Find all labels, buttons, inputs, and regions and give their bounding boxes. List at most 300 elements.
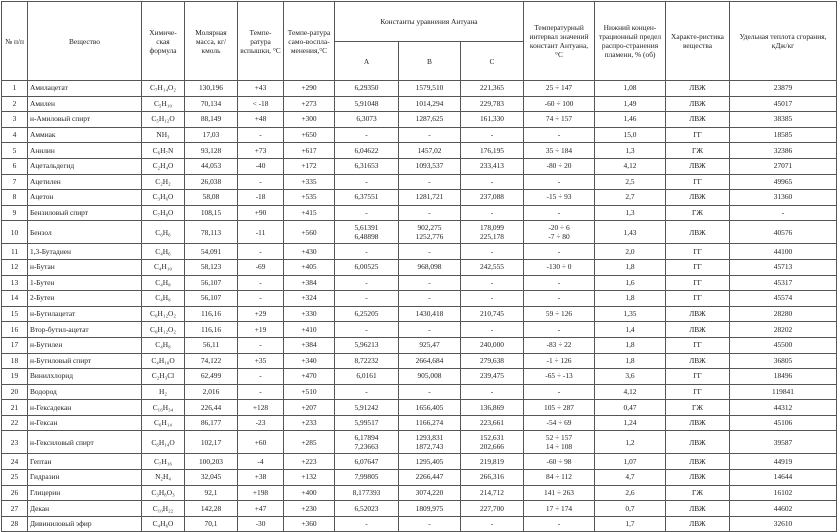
row-number-cell: 21 <box>2 400 28 416</box>
header-temp-interval: Температурный интервал значений констант Антуана, °С <box>524 2 595 81</box>
antoine-a-cell: - <box>335 205 399 221</box>
temp-interval-cell: - <box>524 322 595 338</box>
lower-flammability-limit-cell: 1,3 <box>595 205 666 221</box>
autoignition-temp-cell: +430 <box>284 244 335 260</box>
formula-cell: C₇H₁₄O₂ <box>142 81 185 97</box>
lower-flammability-limit-cell: 1,07 <box>595 454 666 470</box>
autoignition-temp-cell: +172 <box>284 158 335 174</box>
heat-of-combustion-cell: 44602 <box>730 501 837 517</box>
lower-flammability-limit-cell: 1,35 <box>595 306 666 322</box>
characteristic-cell: ЛВЖ <box>666 158 730 174</box>
antoine-c-cell: 237,088 <box>461 190 524 206</box>
antoine-a-cell: 6,04622 <box>335 143 399 159</box>
flash-temp-cell: -30 <box>238 516 284 532</box>
antoine-c-cell: - <box>461 291 524 307</box>
characteristic-cell: ЛВЖ <box>666 96 730 112</box>
molar-mass-cell: 226,44 <box>185 400 238 416</box>
autoignition-temp-cell: +360 <box>284 516 335 532</box>
molar-mass-cell: 62,499 <box>185 369 238 385</box>
header-lower-flammability-limit: Нижний концен-трационный предел распро-странения пламени, % (об) <box>595 2 666 81</box>
header-characteristic: Характе-ристика вещества <box>666 2 730 81</box>
lower-flammability-limit-cell: 4,12 <box>595 384 666 400</box>
formula-cell: C₆H₇N <box>142 143 185 159</box>
antoine-b-cell: 2266,447 <box>399 470 461 486</box>
antoine-b-cell: - <box>399 174 461 190</box>
table-row <box>2 369 837 385</box>
autoignition-temp-cell: +300 <box>284 112 335 128</box>
antoine-b-cell: 1579,510 <box>399 81 461 97</box>
substance-name-cell: Ацетон <box>28 190 142 206</box>
table-row <box>2 431 837 454</box>
autoignition-temp-cell: +207 <box>284 400 335 416</box>
heat-of-combustion-cell: 32610 <box>730 516 837 532</box>
molar-mass-cell: 56,11 <box>185 337 238 353</box>
substance-name-cell: н-Амиловый спирт <box>28 112 142 128</box>
row-number-cell: 3 <box>2 112 28 128</box>
lower-flammability-limit-cell: 15,0 <box>595 127 666 143</box>
characteristic-cell: ЛВЖ <box>666 306 730 322</box>
characteristic-cell: ГГ <box>666 127 730 143</box>
formula-cell: C₄H₆O <box>142 516 185 532</box>
flash-temp-cell: - <box>238 127 284 143</box>
formula-cell: C₆H₁₄O <box>142 431 185 454</box>
flash-temp-cell: - <box>238 337 284 353</box>
molar-mass-cell: 56,107 <box>185 291 238 307</box>
antoine-c-cell: 223,661 <box>461 415 524 431</box>
flash-temp-cell: -4 <box>238 454 284 470</box>
antoine-c-cell: - <box>461 205 524 221</box>
formula-cell: C₅H₁₀ <box>142 96 185 112</box>
heat-of-combustion-cell: 45713 <box>730 259 837 275</box>
antoine-a-cell: 5,96213 <box>335 337 399 353</box>
row-number-cell: 27 <box>2 501 28 517</box>
flash-temp-cell: +47 <box>238 501 284 517</box>
heat-of-combustion-cell: 28280 <box>730 306 837 322</box>
autoignition-temp-cell: +400 <box>284 485 335 501</box>
antoine-a-cell: 6,00525 <box>335 259 399 275</box>
flash-temp-cell: +43 <box>238 81 284 97</box>
formula-cell: C₆H₁₂O₂ <box>142 322 185 338</box>
antoine-a-cell: 6,37551 <box>335 190 399 206</box>
flash-temp-cell: +29 <box>238 306 284 322</box>
molar-mass-cell: 56,107 <box>185 275 238 291</box>
heat-of-combustion-cell: 18496 <box>730 369 837 385</box>
temp-interval-cell: - <box>524 291 595 307</box>
table-row <box>2 96 837 112</box>
antoine-a-cell: - <box>335 244 399 260</box>
antoine-c-cell: 227,700 <box>461 501 524 517</box>
temp-interval-cell: - <box>524 516 595 532</box>
table-row <box>2 143 837 159</box>
temp-interval-cell: -80 ÷ 20 <box>524 158 595 174</box>
antoine-c-cell: - <box>461 516 524 532</box>
flash-temp-cell: +90 <box>238 205 284 221</box>
substance-name-cell: Амилен <box>28 96 142 112</box>
characteristic-cell: ГГ <box>666 291 730 307</box>
antoine-b-cell: - <box>399 516 461 532</box>
temp-interval-cell: 59 ÷ 126 <box>524 306 595 322</box>
lower-flammability-limit-cell: 2,5 <box>595 174 666 190</box>
antoine-b-cell: - <box>399 275 461 291</box>
substance-name-cell: Декан <box>28 501 142 517</box>
lower-flammability-limit-cell: 0,7 <box>595 501 666 517</box>
characteristic-cell: ГГ <box>666 337 730 353</box>
temp-interval-cell: -130 ÷ 0 <box>524 259 595 275</box>
lower-flammability-limit-cell: 1,43 <box>595 221 666 244</box>
lower-flammability-limit-cell: 1,8 <box>595 259 666 275</box>
row-number-cell: 19 <box>2 369 28 385</box>
antoine-a-cell: - <box>335 384 399 400</box>
substance-name-cell: н-Гексиловый спирт <box>28 431 142 454</box>
antoine-c-cell: - <box>461 384 524 400</box>
temp-interval-cell: -1 ÷ 126 <box>524 353 595 369</box>
molar-mass-cell: 70,134 <box>185 96 238 112</box>
temp-interval-cell: 52 ÷ 157 14 ÷ 108 <box>524 431 595 454</box>
substance-name-cell: Глицерин <box>28 485 142 501</box>
formula-cell: C₇H₁₆ <box>142 454 185 470</box>
flash-temp-cell: - <box>238 174 284 190</box>
autoignition-temp-cell: +510 <box>284 384 335 400</box>
table-row <box>2 337 837 353</box>
molar-mass-cell: 88,149 <box>185 112 238 128</box>
antoine-c-cell: - <box>461 174 524 190</box>
row-number-cell: 4 <box>2 127 28 143</box>
flash-temp-cell: -23 <box>238 415 284 431</box>
antoine-c-cell: 242,555 <box>461 259 524 275</box>
flash-temp-cell: +73 <box>238 143 284 159</box>
formula-cell: C₅H₁₂O <box>142 112 185 128</box>
substance-name-cell: Водород <box>28 384 142 400</box>
characteristic-cell: ГЖ <box>666 400 730 416</box>
autoignition-temp-cell: +335 <box>284 174 335 190</box>
formula-cell: C₁₀H₂₂ <box>142 501 185 517</box>
lower-flammability-limit-cell: 2,0 <box>595 244 666 260</box>
flash-temp-cell: +19 <box>238 322 284 338</box>
header-molar-mass: Молярная масса, кг/кмоль <box>185 2 238 81</box>
table-row <box>2 244 837 260</box>
substance-name-cell: н-Бутилацетат <box>28 306 142 322</box>
table-row <box>2 454 837 470</box>
header-substance: Вещество <box>28 2 142 81</box>
lower-flammability-limit-cell: 1,8 <box>595 353 666 369</box>
header-num: № п/п <box>2 2 28 81</box>
temp-interval-cell: 17 ÷ 174 <box>524 501 595 517</box>
temp-interval-cell: 84 ÷ 112 <box>524 470 595 486</box>
substance-name-cell: Амилацетат <box>28 81 142 97</box>
formula-cell: C₆H₁₂O₂ <box>142 306 185 322</box>
table-row <box>2 306 837 322</box>
autoignition-temp-cell: +405 <box>284 259 335 275</box>
characteristic-cell: ГГ <box>666 384 730 400</box>
antoine-b-cell: 1093,537 <box>399 158 461 174</box>
lower-flammability-limit-cell: 1,2 <box>595 431 666 454</box>
heat-of-combustion-cell: 44919 <box>730 454 837 470</box>
temp-interval-cell: -60 ÷ 100 <box>524 96 595 112</box>
antoine-a-cell: 7,99805 <box>335 470 399 486</box>
antoine-a-cell: 6,3073 <box>335 112 399 128</box>
formula-cell: C₄H₈ <box>142 337 185 353</box>
molar-mass-cell: 86,177 <box>185 415 238 431</box>
heat-of-combustion-cell: 44100 <box>730 244 837 260</box>
antoine-a-cell: 6,07647 <box>335 454 399 470</box>
molar-mass-cell: 17,03 <box>185 127 238 143</box>
molar-mass-cell: 74,122 <box>185 353 238 369</box>
characteristic-cell: ГЖ <box>666 143 730 159</box>
antoine-a-cell: 8,177393 <box>335 485 399 501</box>
substance-name-cell: н-Гексадекан <box>28 400 142 416</box>
antoine-c-cell: - <box>461 322 524 338</box>
table-row <box>2 259 837 275</box>
antoine-a-cell: 6,29350 <box>335 81 399 97</box>
antoine-a-cell: 6,31653 <box>335 158 399 174</box>
header-antoine-c: C <box>461 42 524 81</box>
formula-cell: C₇H₈O <box>142 205 185 221</box>
temp-interval-cell: -60 ÷ 98 <box>524 454 595 470</box>
antoine-b-cell: 2664,684 <box>399 353 461 369</box>
temp-interval-cell: -54 ÷ 69 <box>524 415 595 431</box>
table-row <box>2 322 837 338</box>
flash-temp-cell: - <box>238 244 284 260</box>
antoine-a-cell: - <box>335 127 399 143</box>
autoignition-temp-cell: +330 <box>284 306 335 322</box>
table-row <box>2 275 837 291</box>
heat-of-combustion-cell: 49965 <box>730 174 837 190</box>
flash-temp-cell: -18 <box>238 190 284 206</box>
characteristic-cell: ГГ <box>666 174 730 190</box>
lower-flammability-limit-cell: 1,6 <box>595 275 666 291</box>
flash-temp-cell: - <box>238 369 284 385</box>
heat-of-combustion-cell: 23879 <box>730 81 837 97</box>
autoignition-temp-cell: +340 <box>284 353 335 369</box>
temp-interval-cell: - <box>524 384 595 400</box>
antoine-b-cell: 1809,975 <box>399 501 461 517</box>
row-number-cell: 26 <box>2 485 28 501</box>
flash-temp-cell: +35 <box>238 353 284 369</box>
header-antoine-constants: Константы уравнения Антуана <box>335 2 524 42</box>
autoignition-temp-cell: +324 <box>284 291 335 307</box>
molar-mass-cell: 78,113 <box>185 221 238 244</box>
table-row <box>2 485 837 501</box>
table-row <box>2 516 837 532</box>
heat-of-combustion-cell: 119841 <box>730 384 837 400</box>
antoine-a-cell: - <box>335 275 399 291</box>
temp-interval-cell: -20 ÷ 6 -7 ÷ 80 <box>524 221 595 244</box>
characteristic-cell: ЛВЖ <box>666 221 730 244</box>
characteristic-cell: ЛВЖ <box>666 112 730 128</box>
substance-name-cell: Бензол <box>28 221 142 244</box>
lower-flammability-limit-cell: 1,24 <box>595 415 666 431</box>
heat-of-combustion-cell: - <box>730 205 837 221</box>
antoine-b-cell: - <box>399 291 461 307</box>
antoine-b-cell: - <box>399 127 461 143</box>
antoine-b-cell: 1166,274 <box>399 415 461 431</box>
header-heat-of-combustion: Удельная теплота сгорания, кДж/кг <box>730 2 837 81</box>
antoine-c-cell: 219,819 <box>461 454 524 470</box>
antoine-b-cell: 1656,405 <box>399 400 461 416</box>
table-body <box>2 81 837 532</box>
header-formula: Химиче-ская формула <box>142 2 185 81</box>
heat-of-combustion-cell: 14644 <box>730 470 837 486</box>
lower-flammability-limit-cell: 2,7 <box>595 190 666 206</box>
autoignition-temp-cell: +650 <box>284 127 335 143</box>
molar-mass-cell: 26,038 <box>185 174 238 190</box>
row-number-cell: 11 <box>2 244 28 260</box>
table-row <box>2 127 837 143</box>
table-row <box>2 221 837 244</box>
table-row <box>2 415 837 431</box>
formula-cell: C₄H₈ <box>142 291 185 307</box>
row-number-cell: 17 <box>2 337 28 353</box>
characteristic-cell: ЛВЖ <box>666 454 730 470</box>
flash-temp-cell: +48 <box>238 112 284 128</box>
characteristic-cell: ГЖ <box>666 485 730 501</box>
molar-mass-cell: 108,15 <box>185 205 238 221</box>
antoine-b-cell: 925,47 <box>399 337 461 353</box>
antoine-b-cell: 905,008 <box>399 369 461 385</box>
antoine-c-cell: 176,195 <box>461 143 524 159</box>
antoine-a-cell: 6,0161 <box>335 369 399 385</box>
antoine-b-cell: - <box>399 244 461 260</box>
antoine-a-cell: - <box>335 322 399 338</box>
autoignition-temp-cell: +415 <box>284 205 335 221</box>
row-number-cell: 18 <box>2 353 28 369</box>
row-number-cell: 5 <box>2 143 28 159</box>
table-row <box>2 384 837 400</box>
antoine-b-cell: 1287,625 <box>399 112 461 128</box>
lower-flammability-limit-cell: 3,6 <box>595 369 666 385</box>
antoine-c-cell: 178,099 225,178 <box>461 221 524 244</box>
lower-flammability-limit-cell: 1,08 <box>595 81 666 97</box>
antoine-b-cell: 1295,405 <box>399 454 461 470</box>
table-row <box>2 470 837 486</box>
antoine-a-cell: 6,25205 <box>335 306 399 322</box>
characteristic-cell: ЛВЖ <box>666 353 730 369</box>
substance-name-cell: Аммиак <box>28 127 142 143</box>
flash-temp-cell: -11 <box>238 221 284 244</box>
substance-name-cell: 2-Бутен <box>28 291 142 307</box>
substance-name-cell: н-Бутиловый спирт <box>28 353 142 369</box>
antoine-c-cell: 279,638 <box>461 353 524 369</box>
heat-of-combustion-cell: 28202 <box>730 322 837 338</box>
antoine-a-cell: 5,91242 <box>335 400 399 416</box>
substance-name-cell: Дивиниловый эфир <box>28 516 142 532</box>
molar-mass-cell: 58,123 <box>185 259 238 275</box>
lower-flammability-limit-cell: 4,12 <box>595 158 666 174</box>
characteristic-cell: ЛВЖ <box>666 470 730 486</box>
lower-flammability-limit-cell: 2,6 <box>595 485 666 501</box>
formula-cell: C₁₆H₃₄ <box>142 400 185 416</box>
heat-of-combustion-cell: 45106 <box>730 415 837 431</box>
row-number-cell: 10 <box>2 221 28 244</box>
autoignition-temp-cell: +273 <box>284 96 335 112</box>
flash-temp-cell: -40 <box>238 158 284 174</box>
formula-cell: C₆H₁₄ <box>142 415 185 431</box>
autoignition-temp-cell: +290 <box>284 81 335 97</box>
lower-flammability-limit-cell: 1,49 <box>595 96 666 112</box>
antoine-b-cell: 902,275 1252,776 <box>399 221 461 244</box>
row-number-cell: 1 <box>2 81 28 97</box>
formula-cell: C₆H₆ <box>142 221 185 244</box>
table-row <box>2 158 837 174</box>
formula-cell: C₂H₂ <box>142 174 185 190</box>
antoine-c-cell: - <box>461 275 524 291</box>
temp-interval-cell: - <box>524 205 595 221</box>
autoignition-temp-cell: +384 <box>284 337 335 353</box>
antoine-b-cell: 1014,294 <box>399 96 461 112</box>
table-row <box>2 81 837 97</box>
antoine-b-cell: 3074,220 <box>399 485 461 501</box>
antoine-a-cell: 5,91048 <box>335 96 399 112</box>
antoine-b-cell: 1457,02 <box>399 143 461 159</box>
substance-name-cell: н-Гексан <box>28 415 142 431</box>
antoine-a-cell: - <box>335 174 399 190</box>
formula-cell: C₃H₆O <box>142 190 185 206</box>
characteristic-cell: ЛВЖ <box>666 81 730 97</box>
lower-flammability-limit-cell: 1,46 <box>595 112 666 128</box>
molar-mass-cell: 44,053 <box>185 158 238 174</box>
flash-temp-cell: -69 <box>238 259 284 275</box>
flash-temp-cell: - <box>238 275 284 291</box>
flash-temp-cell: +38 <box>238 470 284 486</box>
characteristic-cell: ЛВЖ <box>666 431 730 454</box>
row-number-cell: 23 <box>2 431 28 454</box>
temp-interval-cell: - <box>524 244 595 260</box>
flash-temp-cell: +60 <box>238 431 284 454</box>
substance-name-cell: н-Бутилен <box>28 337 142 353</box>
antoine-c-cell: 239,475 <box>461 369 524 385</box>
row-number-cell: 25 <box>2 470 28 486</box>
temp-interval-cell: 105 ÷ 287 <box>524 400 595 416</box>
antoine-c-cell: 266,316 <box>461 470 524 486</box>
lower-flammability-limit-cell: 1,8 <box>595 337 666 353</box>
formula-cell: H₂ <box>142 384 185 400</box>
heat-of-combustion-cell: 27071 <box>730 158 837 174</box>
formula-cell: C₂H₃Cl <box>142 369 185 385</box>
substance-name-cell: Ацетальдегид <box>28 158 142 174</box>
row-number-cell: 14 <box>2 291 28 307</box>
antoine-a-cell: - <box>335 516 399 532</box>
molar-mass-cell: 100,203 <box>185 454 238 470</box>
header-antoine-b: B <box>399 42 461 81</box>
antoine-c-cell: 233,413 <box>461 158 524 174</box>
molar-mass-cell: 93,128 <box>185 143 238 159</box>
row-number-cell: 22 <box>2 415 28 431</box>
flash-temp-cell: +198 <box>238 485 284 501</box>
table-row <box>2 112 837 128</box>
row-number-cell: 8 <box>2 190 28 206</box>
lower-flammability-limit-cell: 0,47 <box>595 400 666 416</box>
temp-interval-cell: 141 ÷ 263 <box>524 485 595 501</box>
temp-interval-cell: 35 ÷ 184 <box>524 143 595 159</box>
table-row <box>2 190 837 206</box>
characteristic-cell: ЛВЖ <box>666 322 730 338</box>
antoine-c-cell: 214,712 <box>461 485 524 501</box>
antoine-c-cell: 240,000 <box>461 337 524 353</box>
autoignition-temp-cell: +560 <box>284 221 335 244</box>
heat-of-combustion-cell: 32386 <box>730 143 837 159</box>
flash-temp-cell: +128 <box>238 400 284 416</box>
formula-cell: N₂H₄ <box>142 470 185 486</box>
molar-mass-cell: 54,091 <box>185 244 238 260</box>
antoine-a-cell: 8,72232 <box>335 353 399 369</box>
molar-mass-cell: 2,016 <box>185 384 238 400</box>
table-row <box>2 174 837 190</box>
lower-flammability-limit-cell: 1,4 <box>595 322 666 338</box>
table-row <box>2 501 837 517</box>
antoine-c-cell: 136,869 <box>461 400 524 416</box>
table-row <box>2 291 837 307</box>
formula-cell: NH₃ <box>142 127 185 143</box>
